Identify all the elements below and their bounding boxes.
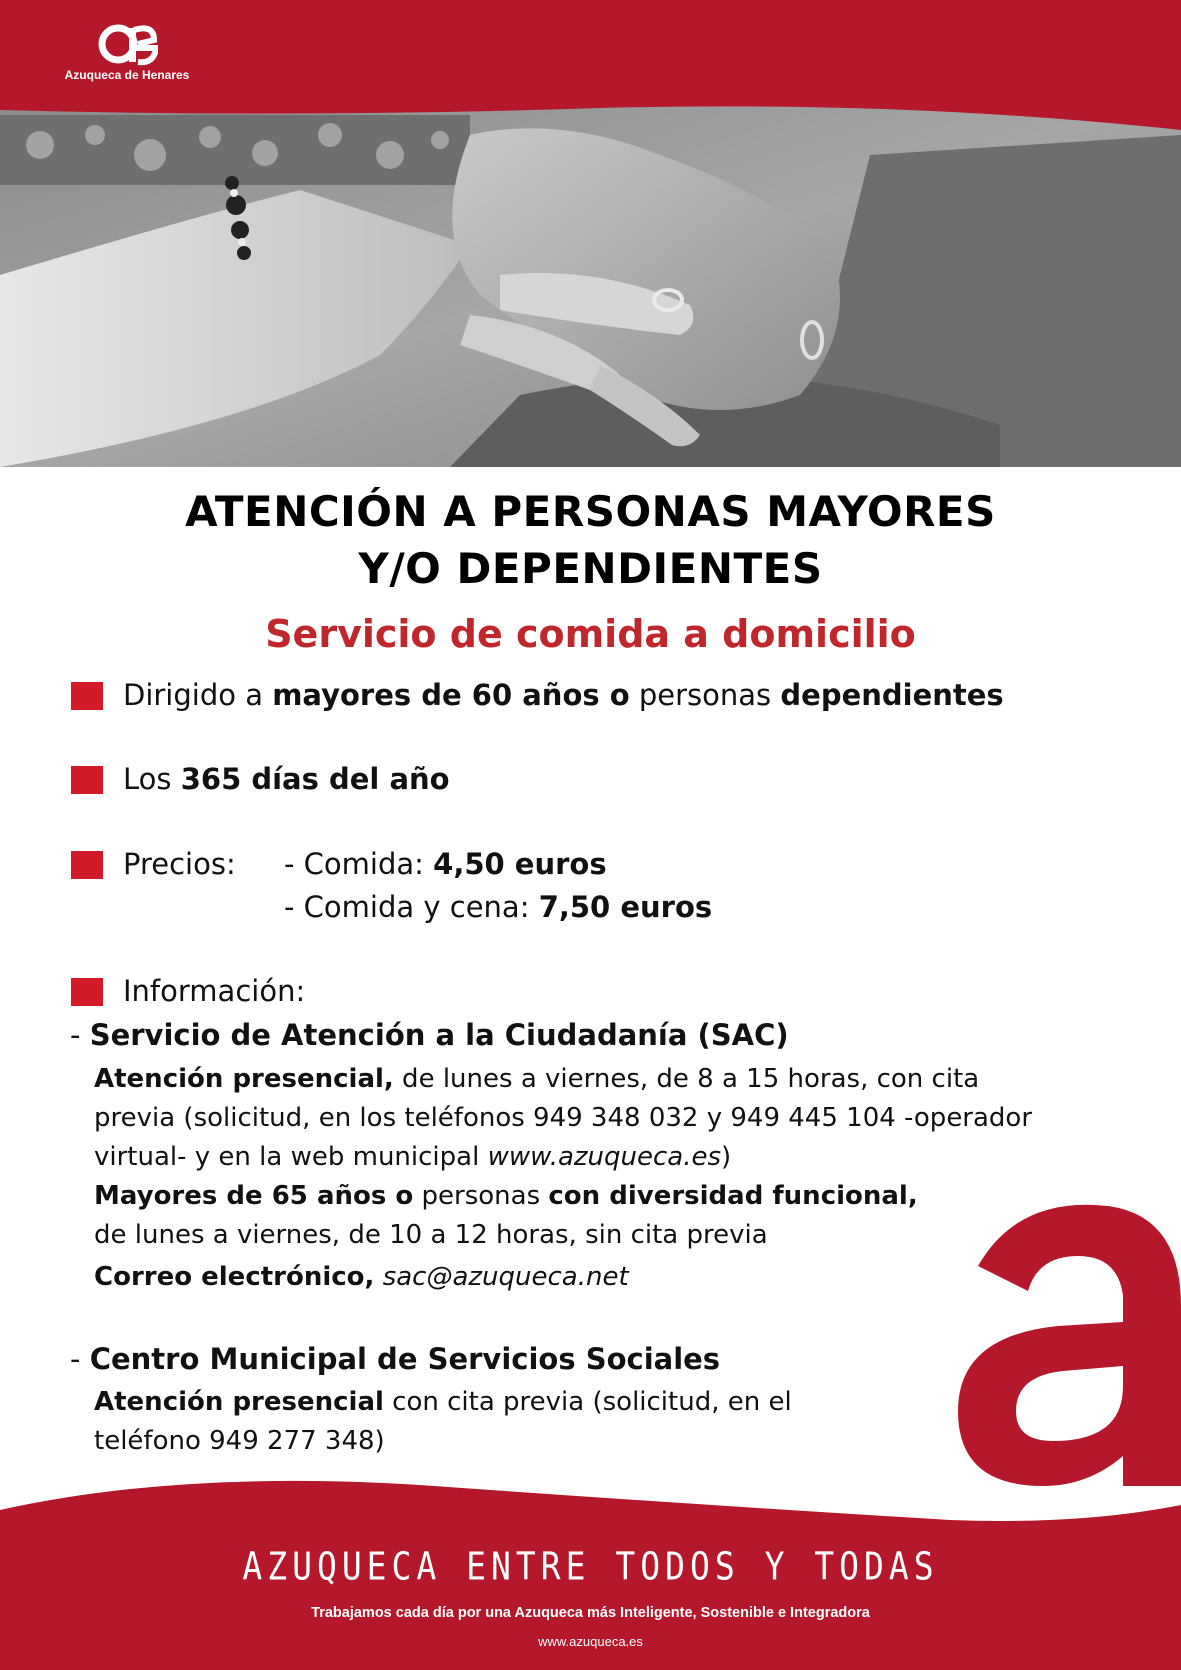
cmss-presencial-bold: Atención presencial	[94, 1387, 384, 1417]
sac-presencial-bold: Atención presencial,	[94, 1064, 394, 1094]
title-line-2: Y/O DEPENDIENTES	[358, 544, 823, 593]
info-label: Información:	[123, 974, 306, 1008]
bullet-target	[71, 682, 103, 710]
cmss-presencial-text: con cita previa (solicitud, en el	[383, 1387, 792, 1417]
sac-mayores-text: personas	[413, 1181, 549, 1211]
cmss-dash: -	[70, 1342, 90, 1376]
sac-heading	[70, 1018, 789, 1052]
sac-mayores-line-1	[94, 1177, 918, 1215]
item-days	[123, 762, 450, 796]
sac-line-1	[94, 1060, 979, 1098]
bullet-days	[71, 766, 103, 794]
footer-slogan: AZUQUECA ENTRE TODOS Y TODAS	[242, 1544, 939, 1589]
price-meal	[284, 847, 607, 881]
page-title	[0, 483, 1181, 597]
header-curve	[0, 90, 1181, 150]
item-target	[123, 678, 1004, 712]
item-target-bold-1: mayores de 60 años o	[272, 678, 630, 712]
prices-label: Precios:	[123, 847, 236, 881]
cmss-line-2: teléfono 949 277 348)	[94, 1426, 385, 1456]
sac-line-2: previa (solicitud, en los teléfonos 949 348 032 y 949 445 104 -operador	[94, 1103, 1033, 1133]
item-days-bold: 365 días del año	[180, 762, 450, 796]
sac-mayores-bold-2: con diversidad funcional,	[548, 1181, 918, 1211]
big-a-decoration	[948, 1196, 1181, 1486]
sac-mayores-line-2: de lunes a viernes, de 10 a 12 horas, sin cita previa	[94, 1220, 768, 1250]
item-target-bold-2: dependientes	[780, 678, 1004, 712]
sac-line-3-text: virtual- y en la web municipal	[94, 1142, 488, 1172]
cmss-heading-text: Centro Municipal de Servicios Sociales	[89, 1342, 721, 1376]
azuqueca-logo	[52, 18, 202, 82]
page-subtitle: Servicio de comida a domicilio	[265, 612, 916, 656]
item-target-text-1: Dirigido a	[123, 678, 273, 712]
price-meal-dinner-value: 7,50 euros	[538, 890, 713, 924]
sac-email-label: Correo electrónico,	[94, 1262, 375, 1292]
cmss-heading	[70, 1342, 720, 1376]
sac-presencial-text: de lunes a viernes, de 8 a 15 horas, con cita	[393, 1064, 980, 1094]
bullet-prices	[71, 851, 103, 879]
cmss-line-1	[94, 1383, 792, 1421]
price-meal-value: 4,50 euros	[433, 847, 607, 881]
sac-mayores-bold-1: Mayores de 65 años o	[94, 1181, 414, 1211]
item-days-text: Los	[123, 762, 181, 796]
logo-text: Azuqueca de Henares	[64, 68, 190, 82]
sac-web-link[interactable]: www.azuqueca.es	[487, 1142, 722, 1172]
price-meal-dinner-label: - Comida y cena:	[284, 890, 539, 924]
sac-heading-text: Servicio de Atención a la Ciudadanía (SAC)	[89, 1018, 789, 1052]
footer-tagline: Trabajamos cada día por una Azuqueca más Inteligente, Sostenible e Integradora	[311, 1605, 870, 1621]
footer-website[interactable]: www.azuqueca.es	[538, 1634, 643, 1649]
sac-line-3	[94, 1138, 731, 1176]
title-line-1: ATENCIÓN A PERSONAS MAYORES	[185, 487, 996, 536]
sac-email-line	[94, 1258, 629, 1296]
sac-email-link[interactable]: sac@azuqueca.net	[382, 1262, 629, 1292]
sac-dash: -	[70, 1018, 90, 1052]
sac-line-3-end: )	[721, 1142, 732, 1172]
hands-photo	[0, 95, 1181, 467]
price-meal-label: - Comida:	[284, 847, 434, 881]
bullet-info	[71, 978, 103, 1006]
azuqueca-logo-icon	[96, 18, 158, 66]
item-target-text-2: personas	[629, 678, 781, 712]
price-meal-dinner	[284, 890, 712, 924]
